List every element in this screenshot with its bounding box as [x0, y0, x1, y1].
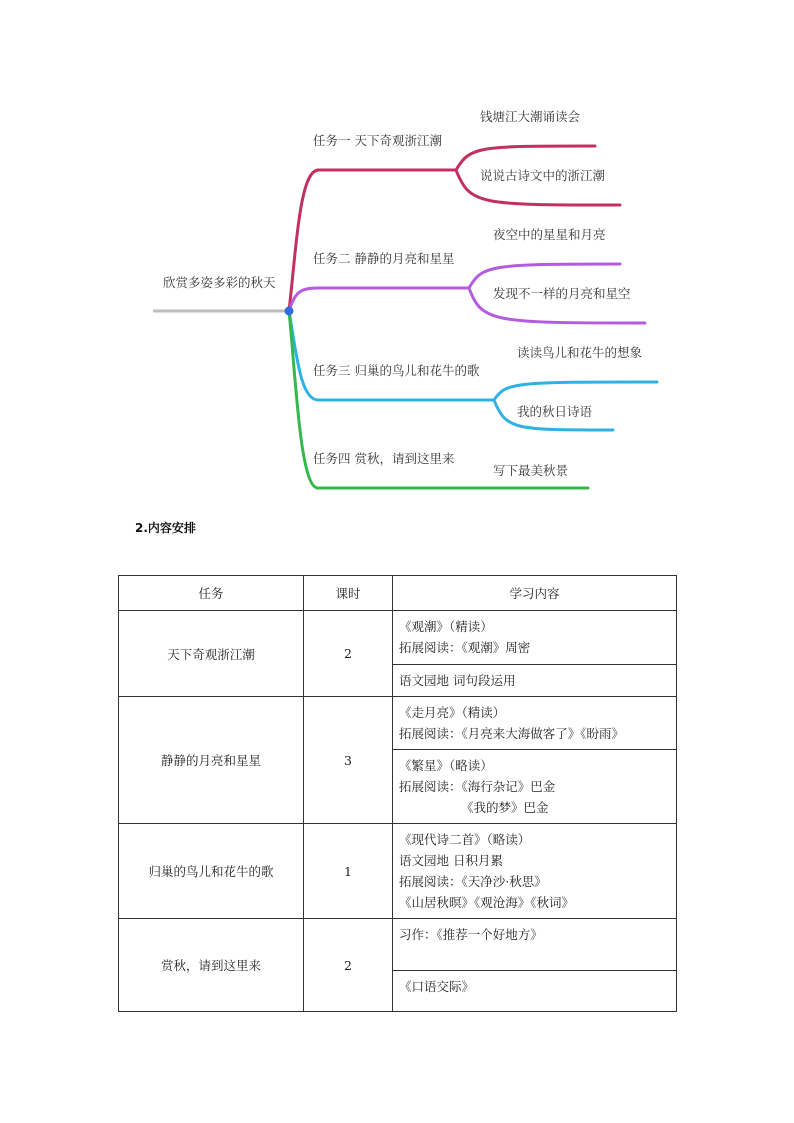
branch-4-label: 任务四 赏秋，请到这里来	[313, 451, 455, 466]
branch-2-label: 任务二 静静的月亮和星星	[313, 251, 455, 266]
content-line: 拓展阅读：《天净沙·秋思》	[399, 874, 547, 889]
content-cell	[393, 611, 677, 665]
content-line: 《现代诗二首》（略读）	[399, 832, 531, 847]
branch-2-leaf-2: 发现不一样的月亮和星空	[493, 286, 631, 301]
hours-cell: 2	[304, 919, 393, 1012]
content-line: 拓展阅读：《观潮》周密	[399, 640, 531, 655]
content-line: 拓展阅读：《月亮来大海做客了》《盼雨》	[399, 726, 625, 741]
table-header-row	[119, 576, 677, 611]
content-cell	[393, 919, 677, 971]
task-cell: 天下奇观浙江潮	[119, 611, 304, 697]
task-cell: 归巢的鸟儿和花牛的歌	[119, 824, 304, 919]
section-heading: 2.内容安排	[135, 521, 196, 535]
content-plan-table	[118, 575, 677, 1012]
content-line: 《走月亮》（精读）	[399, 705, 506, 720]
root-node	[285, 307, 294, 316]
content-line: 《繁星》（略读）	[399, 758, 493, 773]
branch-3-label: 任务三 归巢的鸟儿和花牛的歌	[313, 363, 480, 378]
table-row	[119, 697, 677, 750]
content-line: 习作：《推荐一个好地方》	[399, 927, 543, 942]
content-line: 语文园地 日积月累	[399, 853, 503, 868]
hours-cell: 3	[304, 697, 393, 824]
mindmap-root-label: 欣赏多姿多彩的秋天	[163, 275, 276, 290]
content-cell	[393, 697, 677, 750]
table-row	[119, 611, 677, 665]
branch-2-leaf-1: 夜空中的星星和月亮	[493, 227, 606, 242]
branch-1-label: 任务一 天下奇观浙江潮	[313, 133, 442, 148]
table-row	[119, 824, 677, 919]
content-line: 《观潮》（精读）	[399, 619, 493, 634]
table-row	[119, 919, 677, 971]
content-line: 语文园地 词句段运用	[399, 673, 516, 688]
hours-cell: 2	[304, 611, 393, 697]
branch-3-leaf-1: 读读鸟儿和花牛的想象	[517, 345, 643, 360]
content-cell	[393, 665, 677, 697]
branch-1-leaf-2: 说说古诗文中的浙江潮	[480, 168, 606, 183]
header-hours: 课时	[304, 576, 393, 611]
content-line: 《口语交际》	[399, 979, 475, 994]
content-line: 拓展阅读：《海行杂记》巴金	[399, 779, 556, 794]
content-line: 《我的梦》巴金	[461, 800, 549, 815]
content-cell	[393, 750, 677, 824]
content-cell	[393, 824, 677, 919]
task-cell: 静静的月亮和星星	[119, 697, 304, 824]
branch-1-leaf-1: 钱塘江大潮诵读会	[480, 109, 581, 124]
hours-cell: 1	[304, 824, 393, 919]
header-task: 任务	[119, 576, 304, 611]
header-content: 学习内容	[393, 576, 677, 611]
mind-map	[0, 0, 794, 510]
task-cell: 赏秋，请到这里来	[119, 919, 304, 1012]
content-cell	[393, 971, 677, 1012]
branch-3-leaf-2: 我的秋日诗语	[517, 404, 593, 419]
branch-4-leaf-1: 写下最美秋景	[493, 463, 569, 478]
content-line: 《山居秋暝》《观沧海》《秋词》	[399, 895, 575, 910]
